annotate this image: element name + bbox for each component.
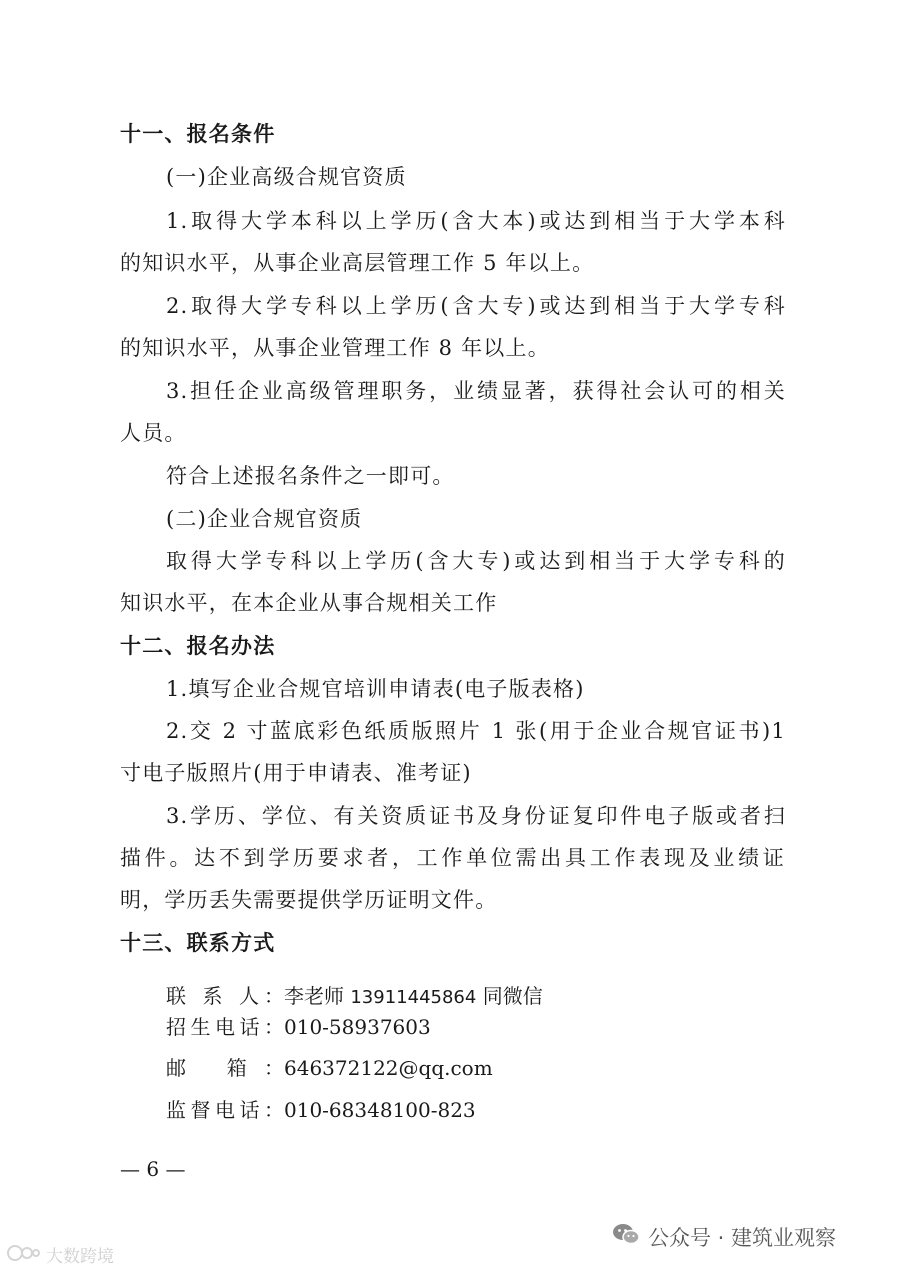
enroll-phone: 010-58937603: [284, 1015, 431, 1039]
paragraph-line: 人员。: [120, 421, 187, 445]
paragraph-line: 寸电子版照片(用于申请表、准考证): [120, 761, 472, 785]
contact-person: 李老师: [284, 984, 344, 1008]
watermark-account-name: 公众号 · 建筑业观察: [648, 1226, 837, 1250]
paragraph-line: 描件。达不到学历要求者，工作单位需出具工作表现及业绩证: [120, 846, 785, 870]
paragraph-line: 知识水平，在本企业从事合规相关工作: [120, 591, 498, 615]
contact-phone: 13911445864: [350, 987, 477, 1008]
contact-wechat-note: 同微信: [482, 984, 543, 1008]
email-row: [166, 1054, 493, 1082]
supervision-phone-row: [166, 1096, 476, 1124]
paragraph-line: 3.担任企业高级管理职务，业绩显著，获得社会认可的相关: [166, 379, 786, 403]
wechat-icon: [612, 1222, 640, 1254]
paragraph-line: 的知识水平，从事企业高层管理工作 5 年以上。: [120, 251, 595, 275]
subheading-senior-qualification: (一)企业高级合规官资质: [166, 165, 407, 189]
paragraph-line: 3.学历、学位、有关资质证书及身份证复印件电子版或者扫: [166, 804, 786, 828]
watermark-brand: [6, 1242, 114, 1271]
contact-label: 监督电话：: [166, 1098, 284, 1122]
paragraph-line: 取得大学专科以上学历(含大专)或达到相当于大学专科的: [166, 549, 786, 573]
contact-person-row: [166, 982, 543, 1012]
paragraph-line: 符合上述报名条件之一即可。: [166, 464, 455, 488]
contact-label: 邮 箱：: [166, 1056, 284, 1080]
email-address: 646372122@qq.com: [284, 1056, 493, 1080]
watermark-brand-name: 大数跨境: [46, 1246, 114, 1267]
paragraph-line: 1.填写企业合规官培训申请表(电子版表格): [166, 677, 585, 701]
brand-logo-icon: [6, 1242, 42, 1271]
contact-label: 招生电话：: [166, 1015, 284, 1039]
enroll-phone-row: [166, 1013, 431, 1041]
paragraph-line: 2.取得大学专科以上学历(含大专)或达到相当于大学专科: [166, 294, 786, 318]
section-heading-13: 十三、联系方式: [120, 931, 276, 955]
paragraph-line: 2.交 2 寸蓝底彩色纸质版照片 1 张(用于企业合规官证书)1: [166, 719, 786, 743]
paragraph-line: 的知识水平，从事企业管理工作 8 年以上。: [120, 336, 550, 360]
page-number: — 6 —: [120, 1157, 186, 1181]
section-heading-12: 十二、报名办法: [120, 634, 276, 658]
subheading-officer-qualification: (二)企业合规官资质: [166, 507, 363, 531]
watermark-wechat: [612, 1222, 836, 1254]
paragraph-line: 明，学历丢失需要提供学历证明文件。: [120, 888, 498, 912]
supervision-phone: 010-68348100-823: [284, 1098, 476, 1122]
section-heading-11: 十一、报名条件: [120, 122, 276, 146]
paragraph-line: 1.取得大学本科以上学历(含大本)或达到相当于大学本科: [166, 209, 786, 233]
contact-label: 联 系 人：: [166, 984, 284, 1008]
